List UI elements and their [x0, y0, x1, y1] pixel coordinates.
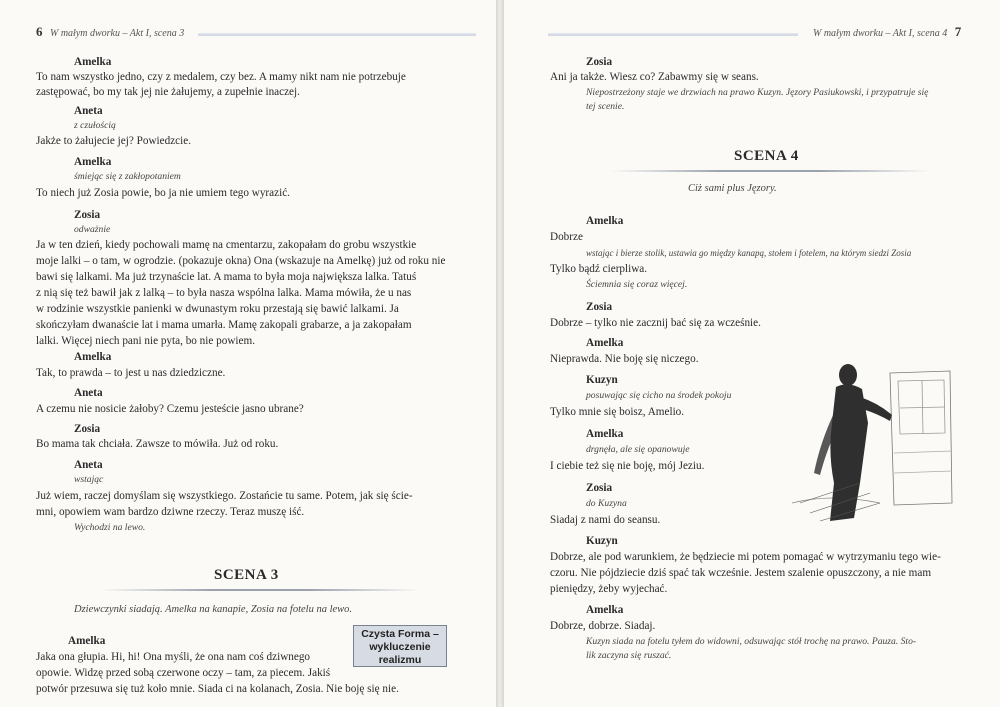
- scene-rule: [100, 589, 420, 591]
- page-number: 6: [36, 24, 43, 39]
- scene-direction: Ciż sami plus Jęzory.: [688, 183, 777, 194]
- page-number: 7: [954, 24, 962, 39]
- scene-heading: SCENA 3: [214, 567, 279, 583]
- stage-direction: do Kuzyna: [586, 498, 627, 509]
- speaker-name: Amelka: [74, 156, 112, 168]
- dialogue-line: To niech już Zosia powie, bo ja nie umiem tego wyrazić.: [36, 187, 290, 199]
- stage-direction: Ściemnia się coraz więcej.: [586, 279, 688, 290]
- scene-rule: [610, 170, 930, 172]
- note-line: realizmu: [378, 654, 422, 666]
- dialogue-line: Bo mama tak chciała. Zawsze to mówiła. Już od roku.: [36, 438, 279, 450]
- dialogue-line: Ja w ten dzień, kiedy pochowali mamę na cmentarzu, zakopałam do grobu wszystkie: [36, 239, 417, 251]
- dialogue-line: Dobrze, dobrze. Siadaj.: [550, 620, 656, 632]
- dialogue-line: Tylko bądź cierpliwa.: [550, 263, 648, 275]
- scene-heading: SCENA 4: [734, 148, 799, 164]
- scene-direction: Dziewczynki siadają. Amelka na kanapie, Zosia na fotelu na lewo.: [74, 604, 353, 615]
- dialogue-line: lalki. Więcej niech pani nie pyta, bo nie powiem.: [36, 335, 255, 347]
- dialogue-line: moje lalki – o tam, w ogrodzie. (pokazuje okna) Ona (wskazuje na Amelkę) już od roku nie: [36, 255, 446, 267]
- note-line: wykluczenie: [369, 641, 431, 653]
- stage-direction: posuwając się cicho na środek pokoju: [586, 390, 732, 401]
- right-running-head: [813, 24, 961, 40]
- dialogue-line: I ciebie też się nie boję, mój Jeziu.: [550, 460, 705, 472]
- dialogue-line: potwór przesuwa się tuż koło mnie. Siada ci na kolanach, Zosia. Nie boję się nie.: [36, 683, 399, 695]
- dialogue-line: Dobrze – tylko nie zacznij bać się za wcześnie.: [550, 317, 761, 329]
- stage-direction: z czułością: [74, 120, 116, 131]
- dialogue-line: Nieprawda. Nie boję się niczego.: [550, 353, 699, 365]
- speaker-name: Amelka: [586, 428, 624, 440]
- dialogue-line: w rodzinie wszystkie panienki w dwunastym roku przestają się bawić lalkami. Ja: [36, 303, 399, 315]
- speaker-name: Kuzyn: [586, 535, 618, 547]
- dialogue-line: bawi się lalkami. Ma już trzynaście lat. A mama to była moja największa lalka. Tatuś: [36, 271, 417, 283]
- header-rule: [198, 33, 476, 36]
- margin-note-box: [353, 625, 447, 667]
- speaker-name: Amelka: [586, 215, 624, 227]
- stage-direction: wstając: [74, 474, 104, 485]
- header-rule: [548, 33, 798, 36]
- speaker-name: Amelka: [74, 56, 112, 68]
- stage-direction: Wychodzi na lewo.: [74, 522, 146, 533]
- dialogue-line: Dobrze: [550, 231, 583, 243]
- dialogue-line: Tak, to prawda – to jest u nas dziedziczne.: [36, 367, 226, 379]
- stage-direction: wstając i bierze stolik, ustawia go między kanapą, stołem i fotelem, na którym siedzi Zosia: [586, 248, 912, 258]
- speaker-name: Amelka: [68, 635, 106, 647]
- speaker-name: Zosia: [586, 301, 613, 313]
- dialogue-line: Jakże to żałujecie jej? Powiedzcie.: [36, 135, 191, 147]
- dialogue-line: pieniędzy, żeby wyjechać.: [550, 583, 668, 595]
- dialogue-line: Siadaj z nami do seansu.: [550, 514, 661, 526]
- speaker-name: Kuzyn: [586, 374, 618, 386]
- dialogue-line: z nią się też bawił jak z lalką – to była nasza wspólna lalka. Mama mówiła, że u nas: [36, 287, 412, 299]
- stage-direction: odważnie: [74, 224, 111, 235]
- stage-direction: Kuzyn siada na fotelu tyłem do widowni, odsuwając stół trochę na prawo. Pauza. Sto-: [586, 636, 917, 647]
- dialogue-line: Już wiem, raczej domyślam się wszystkiego. Zostańcie tu same. Potem, jak się ście-: [36, 490, 413, 502]
- stage-direction: drgnęła, ale się opanowuje: [586, 444, 690, 455]
- stage-direction: śmiejąc się z zakłopotaniem: [74, 171, 181, 182]
- dialogue-line: Dobrze, ale pod warunkiem, że będziecie mi potem pomagać w wytrzymaniu tego wie-: [550, 551, 941, 563]
- dialogue-line: czoru. Nie pójdziecie dziś spać tak wcześnie. Jestem szalenie opuszczony, a nie mam: [550, 567, 932, 579]
- dialogue-line: zastępować, bo my tak jej nie żałujemy, a zupełnie inaczej.: [36, 86, 300, 98]
- speaker-name: Zosia: [74, 209, 101, 221]
- stage-direction: tej scenie.: [586, 101, 625, 112]
- running-head-text: W małym dworku – Akt I, scena 4: [813, 28, 948, 39]
- dialogue-line: opowie. Widzę przed sobą czerwone oczy – tam, za piecem. Jakiś: [36, 667, 331, 679]
- dialogue-line: To nam wszystko jedno, czy z medalem, czy bez. A mamy nikt nam nie potrzebuje: [36, 71, 406, 83]
- dialogue-line: Ani ja także. Wiesz co? Zabawmy się w seans.: [550, 71, 759, 83]
- stage-direction: lik zaczyna się ruszać.: [586, 650, 672, 661]
- speaker-name: Amelka: [586, 337, 624, 349]
- speaker-name: Aneta: [74, 459, 103, 471]
- speaker-name: Amelka: [74, 351, 112, 363]
- left-page: [0, 0, 496, 707]
- dialogue-line: Jaka ona głupia. Hi, hi! Ona myśli, że ona nam coś dziwnego: [36, 651, 311, 663]
- stage-direction: Niepostrzeżony staje we drzwiach na prawo Kuzyn. Jęzory Pasiukowski, i przypatruje się: [586, 87, 929, 98]
- speaker-name: Amelka: [586, 604, 624, 616]
- dialogue-line: mni, opowiem wam bardzo dziwne rzeczy. Teraz muszę iść.: [36, 506, 305, 518]
- book-gutter: [496, 0, 504, 707]
- note-line: Czysta Forma –: [361, 628, 439, 640]
- left-running-head: [36, 24, 184, 40]
- speaker-name: Aneta: [74, 105, 103, 117]
- speaker-name: Aneta: [74, 387, 103, 399]
- running-head-text: W małym dworku – Akt I, scena 3: [50, 28, 185, 39]
- dialogue-line: skończyłam dwanaście lat i mama umarła. Mamę zakopali grabarze, a ja zakopałam: [36, 319, 412, 331]
- speaker-name: Zosia: [74, 423, 101, 435]
- figure-illustration: [790, 353, 956, 525]
- dialogue-line: Tylko mnie się boisz, Amelio.: [550, 406, 685, 418]
- speaker-name: Zosia: [586, 482, 613, 494]
- speaker-name: Zosia: [586, 56, 613, 68]
- dialogue-line: A czemu nie nosicie żałoby? Czemu jesteście jasno ubrane?: [36, 403, 304, 415]
